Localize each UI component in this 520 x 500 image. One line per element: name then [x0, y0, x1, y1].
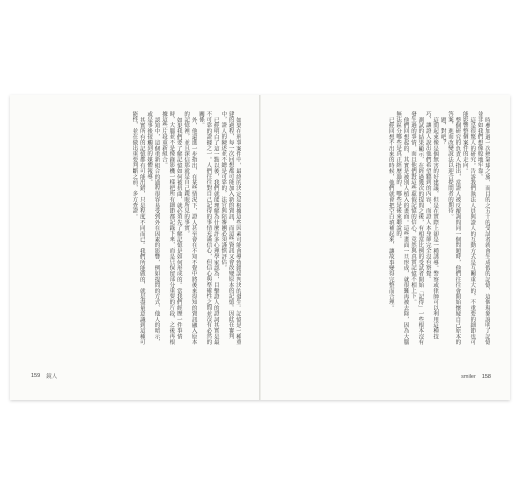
right-folio [461, 374, 491, 380]
paragraph: 題，對吧？ [439, 116, 446, 145]
paragraph: 已經回想不出來的時候，他們就會把空白填補起來，讓故事變得完整而合理。 [387, 116, 394, 311]
running-head: 鏡人 [46, 374, 58, 380]
right-page-text [276, 111, 490, 349]
left-page [10, 95, 259, 400]
paragraph: 整個研究的負責人指出，當證人被反覆詢問同一個問題時，他們往往會開始懷疑自己原本的答案，進而改變說法以迎合提問者的期待。 [446, 111, 461, 345]
paragraph: 這問起來像是個無害的好建議，但是在實際上卻是一種誘導。警察或律師可以利用這種技巧，讓證人說出他們希望聽到的內容，而證人本身卻完全沒有察覺。 [424, 111, 439, 339]
paragraph: 認知中，這個重新組合的過程很容易受到外在因素的影響，例如提問的方式、他人的暗示，或是事後接觸到的媒體報導。 [146, 111, 160, 345]
paragraph: 這是很驚人的研究。告訴我們執法人員與證人的互動方式是互關重大的，不重要的細節也可能影響整個案件的走向。 [461, 111, 476, 345]
page-number: 159 [31, 373, 41, 379]
paragraph: 測試的結果顯示，在經過幾次的提問之後，有相當比例的受試者開始「記得」一些根本沒有發生過的事情，而且他們對這些虛假記憶的信心，竟然與真實記憶不相上下。 [409, 111, 424, 345]
paragraph: 時參加過一次熱氣球之旅，而目的之五十的受試者就會生成假的記憶，這個現象說明了記憶並非如我們想像般地牢靠。 [476, 111, 490, 345]
paragraph: 如果在刑事案件中，最終的決定是根據這些因素可能會導致錯誤判決的發生。記憶是一種重建的過程，每一次回想都可能加入新的資訊，而這些資訊又會改變原本的記憶。因此在審判中，證人的陳述並不總是可靠的，法官與陪審團必須謹慎評估。 [220, 111, 241, 345]
book-spread [10, 95, 510, 400]
paragraph: 如果我們要了解記憶如何被扭曲，就必須先了解記憶是如何形成的。當我們經歷一件事情時，大腦並不是像錄影機一樣把所有細節都記錄下來，而是只保留部分重要的片段，之後再根據這些片段重新組合。 [160, 111, 182, 345]
right-page [261, 95, 510, 400]
page-number: 158 [481, 374, 491, 380]
running-head: smiler [461, 374, 476, 380]
paragraph: 已經明白了這一點以後，我們就能理解為什麼許多心理學家認為，目擊證人的證詞其實是最不可靠的證據之一。人們往往對自己記得的事情充滿信心，但信心與準確性之間並沒有必然的關係。 [197, 111, 219, 345]
paragraph: 其實所有的記憶都有可能出錯，只是程度不同而已。我們所能做的，就是盡量意識到這種可能性，並在做出重要判斷之前，多方查證。 [131, 111, 145, 345]
paragraph: 他們回想起的，其實是被別人植入的畫面。這些畫面一旦形成，就很難再被去除，因為大腦無法區分哪些是真正經歷過的，哪些是後來聽說的。 [395, 111, 409, 345]
left-page-text [30, 111, 241, 349]
paragraph: 外，他還進一步指出，在某些情況下，證人甚至會在不知不覺中將後來得知的資訊融入原本的記憶裡，並且深信那就是自己親眼所見的事實。 [183, 111, 197, 345]
left-folio [31, 372, 57, 380]
